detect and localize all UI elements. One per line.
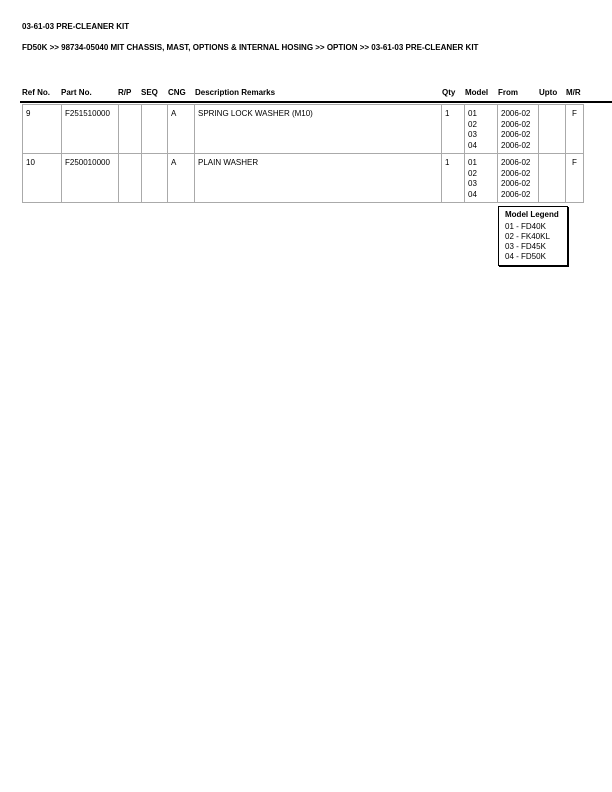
model-legend xyxy=(498,206,568,266)
cell-model-value: 02 xyxy=(468,168,477,178)
breadcrumb: FD50K >> 98734-05040 MIT CHASSIS, MAST, OPTIONS & INTERNAL HOSING >> OPTION >> 03-61-03 PRE-CLEANER KIT xyxy=(22,43,479,52)
model-legend-item: 04 - FD50K xyxy=(505,252,546,261)
cell-upto xyxy=(539,154,566,203)
cell-model-value: 03 xyxy=(468,179,477,188)
cell-model-value: 04 xyxy=(468,140,477,150)
cell-model-value: 01 xyxy=(468,109,477,118)
model-legend-item: 01 - FD40K xyxy=(505,222,546,231)
cell-cng: A xyxy=(168,154,195,203)
cell-rp xyxy=(119,105,142,154)
cell-seq xyxy=(142,105,168,154)
cell-ref-no: 9 xyxy=(23,105,62,154)
cell-from xyxy=(498,105,539,154)
cell-model-value: 03 xyxy=(468,130,477,139)
cell-part-no: F251510000 xyxy=(62,105,119,154)
cell-from-value: 2006-02 xyxy=(501,168,531,178)
col-header-mr: M/R xyxy=(566,88,581,97)
cell-qty: 1 xyxy=(442,105,465,154)
cell-ref-no: 10 xyxy=(23,154,62,203)
col-header-model: Model xyxy=(465,88,489,97)
col-header-part-no: Part No. xyxy=(61,88,92,97)
cell-from-value: 2006-02 xyxy=(501,130,531,139)
cell-from-value: 2006-02 xyxy=(501,109,531,118)
cell-mr: F xyxy=(566,154,584,203)
cell-description: PLAIN WASHER xyxy=(195,154,442,203)
col-header-upto: Upto xyxy=(539,88,558,97)
table-row xyxy=(23,105,584,154)
cell-model xyxy=(465,105,498,154)
model-legend-item: 02 - FK40KL xyxy=(505,232,550,241)
cell-from-value: 2006-02 xyxy=(501,189,531,199)
model-legend-title: Model Legend xyxy=(505,210,559,219)
model-legend-item: 03 - FD45K xyxy=(505,242,546,251)
table-row xyxy=(23,154,584,203)
cell-model-value: 04 xyxy=(468,189,477,199)
cell-model-value: 02 xyxy=(468,119,477,129)
cell-part-no: F250010000 xyxy=(62,154,119,203)
col-header-cng: CNG xyxy=(168,88,186,97)
col-header-seq: SEQ xyxy=(141,88,158,97)
col-header-description: Description Remarks xyxy=(195,88,276,97)
parts-table xyxy=(22,104,584,203)
col-header-ref-no: Ref No. xyxy=(22,88,50,97)
cell-from-value: 2006-02 xyxy=(501,119,531,129)
cell-from-value: 2006-02 xyxy=(501,140,531,150)
cell-model xyxy=(465,154,498,203)
model-legend-items xyxy=(505,222,567,262)
cell-seq xyxy=(142,154,168,203)
col-header-qty: Qty xyxy=(442,88,456,97)
col-header-from: From xyxy=(498,88,518,97)
cell-upto xyxy=(539,105,566,154)
col-header-rp: R/P xyxy=(118,88,132,97)
cell-model-value: 01 xyxy=(468,158,477,167)
parts-table-body xyxy=(23,105,584,203)
cell-from-value: 2006-02 xyxy=(501,158,531,167)
cell-from-value: 2006-02 xyxy=(501,179,531,188)
cell-mr: F xyxy=(566,105,584,154)
page-title: 03-61-03 PRE-CLEANER KIT xyxy=(22,22,130,31)
cell-rp xyxy=(119,154,142,203)
cell-from xyxy=(498,154,539,203)
cell-cng: A xyxy=(168,105,195,154)
cell-description: SPRING LOCK WASHER (M10) xyxy=(195,105,442,154)
header-divider xyxy=(20,101,612,103)
cell-qty: 1 xyxy=(442,154,465,203)
